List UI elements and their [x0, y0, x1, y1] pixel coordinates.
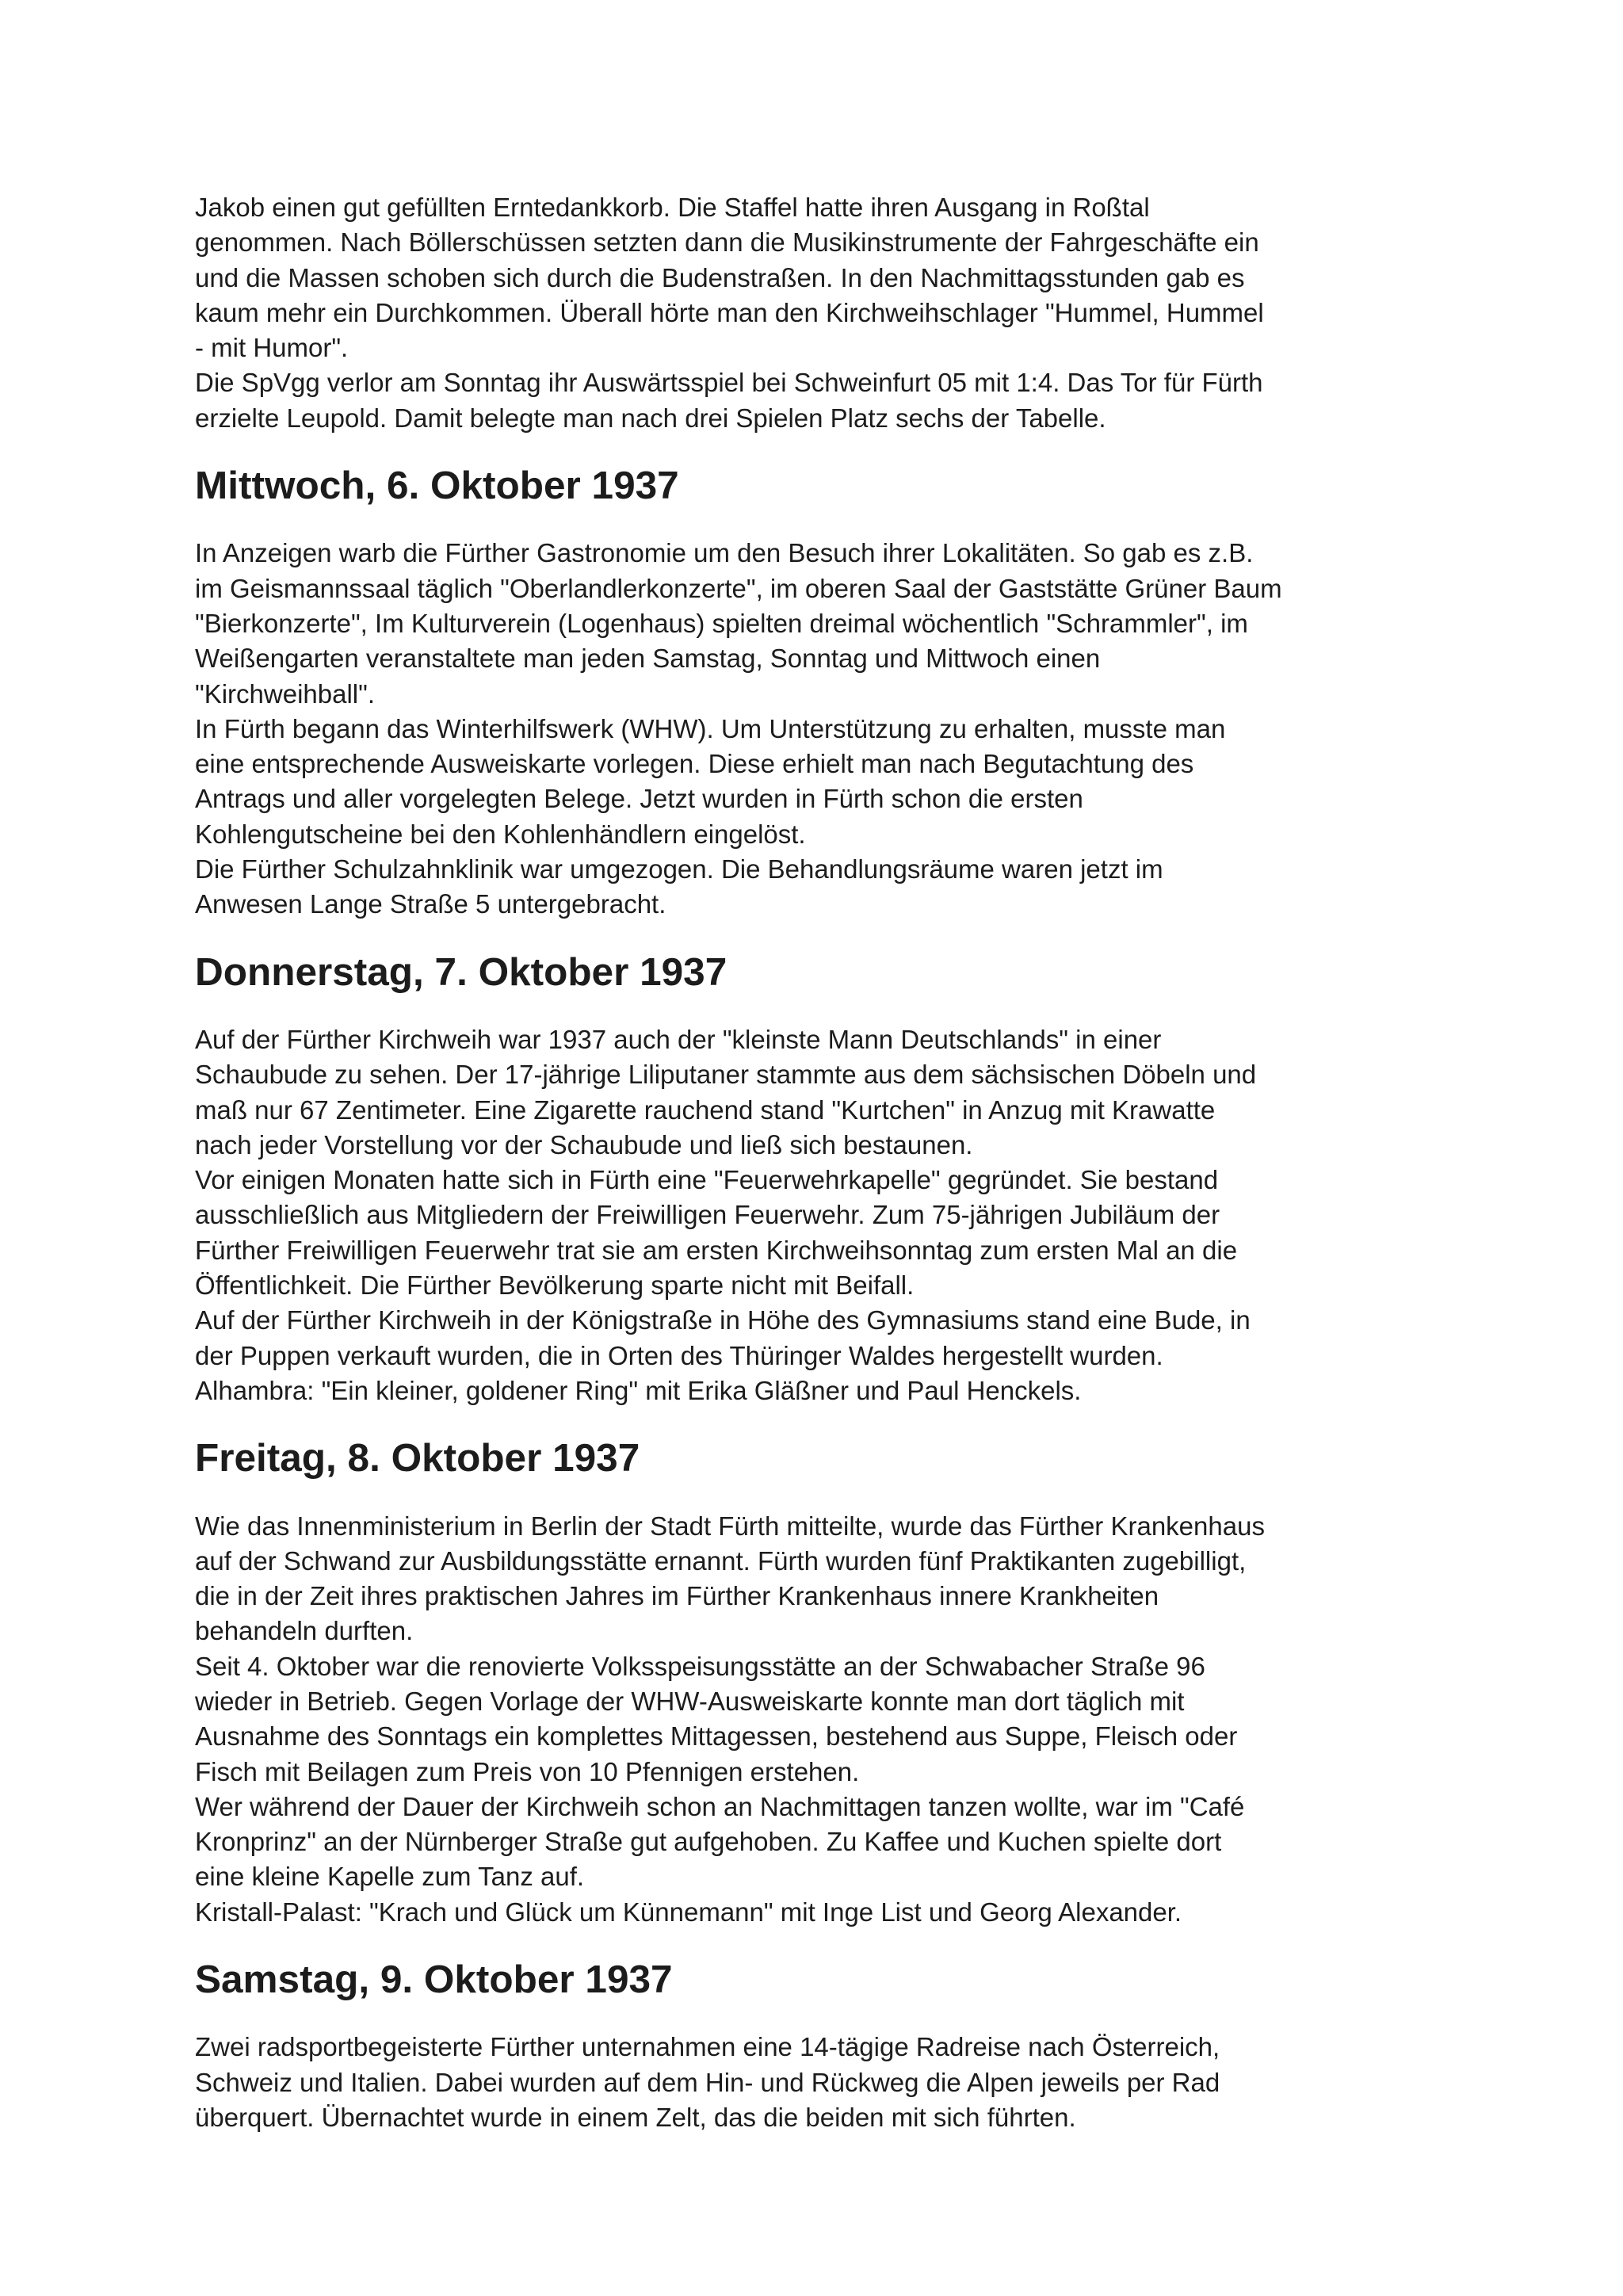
section-heading: Mittwoch, 6. Oktober 1937 [195, 464, 679, 508]
section-heading: Donnerstag, 7. Oktober 1937 [195, 949, 727, 994]
section-mittwoch [195, 464, 1479, 923]
section-paragraph: Wer während der Dauer der Kirchweih schon an Nachmittagen tanzen wollte, war im "Café Kronprinz" an der Nürnberger Straße gut aufgehoben. Zu Kaffee und Kuchen spielte dort eine kleine Kapelle zum Tanz auf. [195, 1791, 1245, 1892]
section-paragraph: Zwei radsportbegeisterte Fürther unternahmen eine 14-tägige Radreise nach Österreich, Schweiz und Italien. Dabei wurden auf dem Hin- und Rückweg die Alpen jeweils per Rad überquert. Übernachtet wurde in einem Zelt, das die beiden mit sich führten. [195, 2032, 1220, 2132]
section-paragraph: Auf der Fürther Kirchweih in der Königstraße in Höhe des Gymnasiums stand eine Bude, in der Puppen verkauft wurden, die in Orten des Thüringer Waldes hergestellt wurden. [195, 1305, 1251, 1370]
section-paragraph: Vor einigen Monaten hatte sich in Fürth eine "Feuerwehrkapelle" gegründet. Sie bestand ausschließlich aus Mitgliedern der Freiwilligen Feuerwehr. Zum 75-jährigen Jubiläum der Fürther Freiwilligen Feuerwehr trat sie am ersten Kirchweihsonntag zum ersten Mal an die Öffentlichkeit. Die Fürther Bevölkerung sparte nicht mit Beifall. [195, 1165, 1238, 1301]
section-paragraph: In Anzeigen warb die Fürther Gastronomie um den Besuch ihrer Lokalitäten. So gab es z.B. im Geismannssaal täglich "Oberlandlerkonzerte", im oberen Saal der Gaststätte Grüner Baum "Bierkonzerte", Im Kulturverein (Logenhaus) spielten dreimal wöchentlich "Schrammler", im Weißengarten veranstaltete man jeden Samstag, Sonntag und Mittwoch einen "Kirchweihball". [195, 538, 1282, 709]
document-page [195, 190, 1479, 2135]
section-donnerstag [195, 949, 1479, 1409]
section-paragraph: Auf der Fürther Kirchweih war 1937 auch der "kleinste Mann Deutschlands" in einer Schaubude zu sehen. Der 17-jährige Liliputaner stammte aus dem sächsischen Döbeln und maß nur 67 Zentimeter. Eine Zigarette rauchend stand "Kurtchen" in Anzug mit Krawatte nach jeder Vorstellung vor der Schaubude und ließ sich bestaunen. [195, 1024, 1257, 1159]
intro-block [195, 190, 1479, 436]
intro-paragraph-harvest: Jakob einen gut gefüllten Erntedankkorb. Die Staffel hatte ihren Ausgang in Roßtal genommen. Nach Böllerschüssen setzten dann die Musikinstrumente der Fahrgeschäfte ein und die Massen schoben sich durch die Budenstraßen. In den Nachmittagsstunden gab es kaum mehr ein Durchkommen. Überall hörte man den Kirchweihschlager "Hummel, Hummel - mit Humor". [195, 193, 1264, 363]
section-paragraph: Alhambra: "Ein kleiner, goldener Ring" mit Erika Gläßner und Paul Henckels. [195, 1375, 1082, 1405]
section-heading: Freitag, 8. Oktober 1937 [195, 1436, 640, 1480]
section-paragraph: In Fürth begann das Winterhilfswerk (WHW). Um Unterstützung zu erhalten, musste man eine entsprechende Ausweiskarte vorlegen. Diese erhielt man nach Begutachtung des Antrags und aller vorgelegten Belege. Jetzt wurden in Fürth schon die ersten Kohlengutscheine bei den Kohlenhändlern eingelöst. [195, 713, 1226, 849]
section-paragraph: Kristall-Palast: "Krach und Glück um Künnemann" mit Inge List und Georg Alexander. [195, 1897, 1182, 1927]
section-freitag [195, 1436, 1479, 1930]
section-paragraph: Wie das Innenministerium in Berlin der Stadt Fürth mitteilte, wurde das Fürther Krankenhaus auf der Schwand zur Ausbildungsstätte ernannt. Fürth wurden fünf Praktikanten zugebilligt, die in der Zeit ihres praktischen Jahres im Fürther Krankenhaus innere Krankheiten behandeln durften. [195, 1511, 1265, 1646]
section-paragraph: Die Fürther Schulzahnklinik war umgezogen. Die Behandlungsräume waren jetzt im Anwesen Lange Straße 5 untergebracht. [195, 854, 1163, 919]
intro-paragraph-spvgg: Die SpVgg verlor am Sonntag ihr Auswärtsspiel bei Schweinfurt 05 mit 1:4. Das Tor für Fürth erzielte Leupold. Damit belegte man nach drei Spielen Platz sechs der Tabelle. [195, 368, 1263, 433]
section-paragraph: Seit 4. Oktober war die renovierte Volksspeisungsstätte an der Schwabacher Straße 96 wieder in Betrieb. Gegen Vorlage der WHW-Ausweiskarte konnte man dort täglich mit Ausnahme des Sonntags ein komplettes Mittagessen, bestehend aus Suppe, Fleisch oder Fisch mit Beilagen zum Preis von 10 Pfennigen erstehen. [195, 1651, 1238, 1786]
section-heading: Samstag, 9. Oktober 1937 [195, 1958, 673, 2002]
section-samstag [195, 1958, 1479, 2135]
